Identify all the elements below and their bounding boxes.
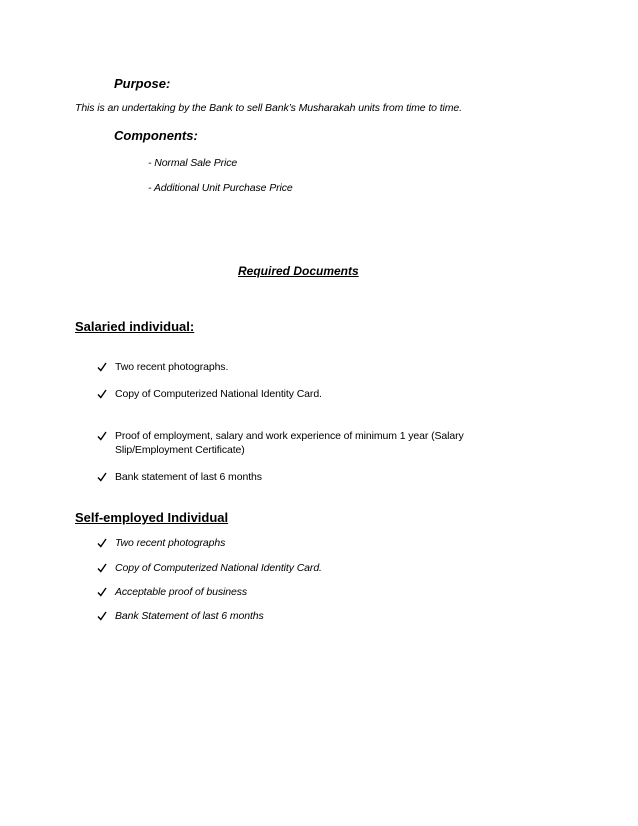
checkmark-icon bbox=[97, 388, 107, 400]
list-item bbox=[97, 561, 537, 575]
checkmark-icon bbox=[97, 361, 107, 373]
components-heading: Components: bbox=[114, 128, 198, 143]
checkmark-icon bbox=[97, 610, 107, 622]
salaried-section-title: Salaried individual: bbox=[75, 319, 195, 334]
list-item bbox=[97, 387, 537, 401]
list-item bbox=[97, 470, 537, 484]
salaried-item-photographs: Two recent photographs. bbox=[115, 361, 229, 373]
component-item-additional-unit-price: - Additional Unit Purchase Price bbox=[148, 182, 293, 194]
self-employed-section-title: Self-employed Individual bbox=[75, 510, 229, 525]
list-item bbox=[97, 609, 537, 623]
list-item bbox=[97, 360, 537, 374]
self-employed-item-proof-of-business: Acceptable proof of business bbox=[115, 586, 248, 598]
component-item-normal-sale-price: - Normal Sale Price bbox=[148, 157, 238, 169]
self-employed-item-bank-statement: Bank Statement of last 6 months bbox=[115, 610, 264, 622]
checkmark-icon bbox=[97, 562, 107, 574]
salaried-item-bank-statement: Bank statement of last 6 months bbox=[115, 471, 262, 483]
list-item bbox=[97, 585, 537, 599]
purpose-heading: Purpose: bbox=[114, 76, 171, 91]
required-documents-title: Required Documents bbox=[238, 264, 359, 278]
checkmark-icon bbox=[97, 471, 107, 483]
checkmark-icon bbox=[97, 430, 107, 442]
checkmark-icon bbox=[97, 537, 107, 549]
purpose-text: This is an undertaking by the Bank to sell Bank’s Musharakah units from time to time. bbox=[75, 102, 462, 114]
checkmark-icon bbox=[97, 586, 107, 598]
list-item bbox=[97, 536, 537, 550]
self-employed-item-cnic: Copy of Computerized National Identity Card. bbox=[115, 562, 322, 574]
salaried-item-proof-of-employment: Proof of employment, salary and work experience of minimum 1 year (Salary Slip/Employment Certificate) bbox=[115, 430, 464, 456]
list-item bbox=[97, 429, 517, 457]
self-employed-item-photographs: Two recent photographs bbox=[115, 537, 226, 549]
salaried-item-cnic: Copy of Computerized National Identity Card. bbox=[115, 388, 322, 400]
